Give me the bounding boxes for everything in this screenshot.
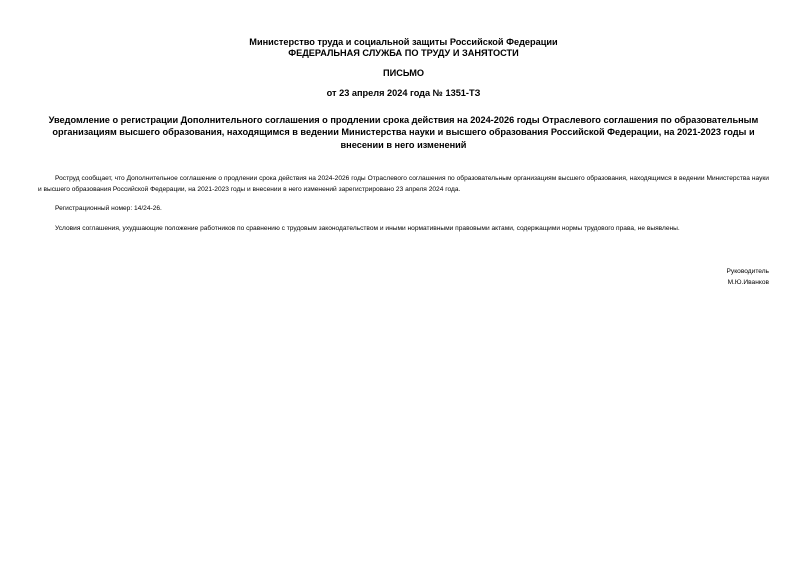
signature-name: М.Ю.Иванков xyxy=(727,279,769,286)
document-title: Уведомление о регистрации Дополнительного соглашения о продлении срока действия на 2024-2026 годы Отраслевого соглашения по образовательным организациям высшего образования, находящимся в ведении Министерства науки и высшего образования Российской Федерации, на 2021-2023 годы и внесении в него изменений xyxy=(48,115,759,150)
document-type: ПИСЬМО xyxy=(382,68,425,78)
ministry-name: Министерство труда и социальной защиты Российской Федерации xyxy=(249,37,558,47)
signature-position: Руководитель xyxy=(726,268,769,275)
body-paragraph-2: Регистрационный номер: 14/24-26. xyxy=(55,205,162,212)
service-name: ФЕДЕРАЛЬНАЯ СЛУЖБА ПО ТРУДУ И ЗАНЯТОСТИ xyxy=(288,48,519,58)
body-paragraph-1: Роструд сообщает, что Дополнительное соглашение о продлении срока действия на 2024-2026 годы Отраслевого соглашения по образовательным организациям высшего образования, находящимся в ведении Министерства науки и высшего образования Российской Федерации, на 2021-2023 годы и внесении в него изменений зарегистрировано 23 апреля 2024 года. xyxy=(38,175,769,193)
document-date-number: от 23 апреля 2024 года № 1351-ТЗ xyxy=(326,88,481,98)
body-paragraph-3: Условия соглашения, ухудшающие положение работников по сравнению с трудовым законодательством и иными нормативными правовыми актами, содержащими нормы трудового права, не выявлены. xyxy=(55,225,680,232)
